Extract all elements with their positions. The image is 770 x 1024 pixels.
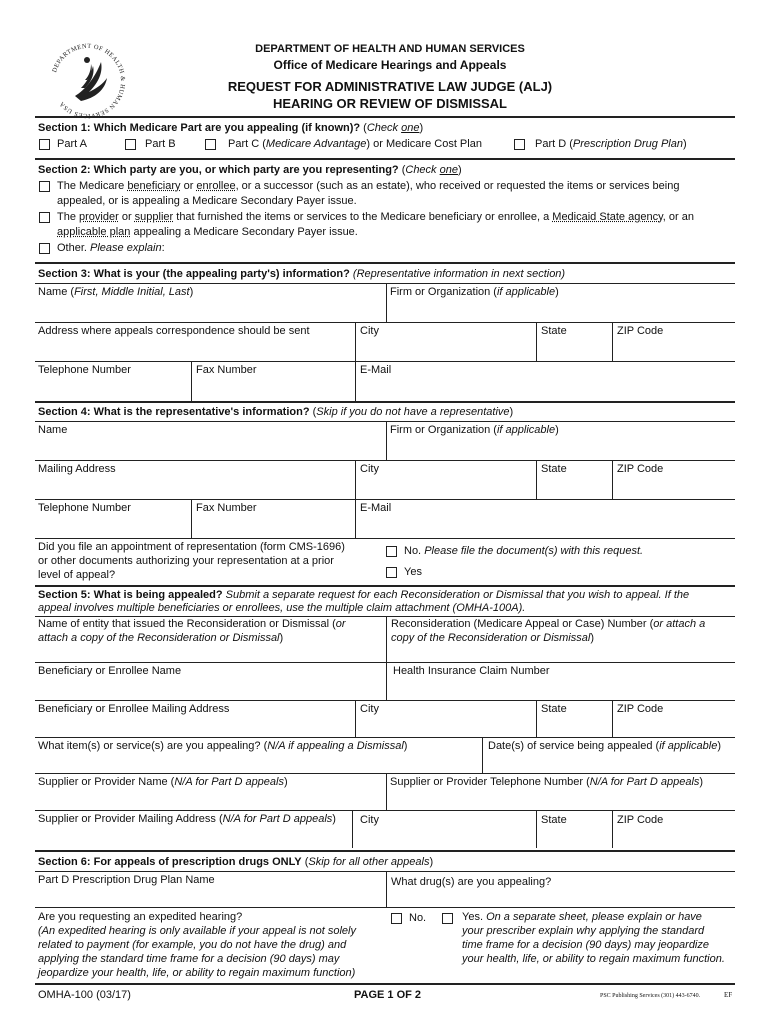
seal-text: DEPARTMENT OF HEALTH & HUMAN SERVICES USA: [51, 42, 127, 120]
s3-rule: [35, 361, 735, 362]
s3-state-field[interactable]: State: [541, 325, 567, 337]
party-other-label: Other. Please explain:: [57, 242, 165, 254]
beneficiary-address-field[interactable]: Beneficiary or Enrollee Mailing Address: [38, 703, 230, 715]
items-appealed-field[interactable]: What item(s) or service(s) are you appealing? (N/A if appealing a Dismissal): [38, 740, 408, 752]
s4-rule: [35, 538, 735, 539]
expedited-note-line1: (An expedited hearing is only available if your appeal is not solely: [38, 925, 356, 937]
expedited-note-line3: applying the standard time frame for a decision (90 days) may: [38, 953, 340, 965]
section4-heading: Section 4: What is the representative's information? (Skip if you do not have a representative): [38, 406, 514, 418]
expedited-no-checkbox[interactable]: [391, 913, 402, 924]
section4-top-rule: [35, 401, 735, 403]
part-a-checkbox[interactable]: [39, 139, 50, 150]
expedited-note-line2: related to payment (for example, you do not have the drug) and: [38, 939, 347, 951]
s3-name-field[interactable]: Name (First, Middle Initial, Last): [38, 286, 194, 298]
s3-city-field[interactable]: City: [360, 325, 379, 337]
section5-top-rule: [35, 585, 735, 587]
section1-heading: Section 1: Which Medicare Part are you appealing (if known)? (Check one): [38, 122, 424, 134]
s3-address-field[interactable]: Address where appeals correspondence should be sent: [38, 325, 310, 337]
appointment-no-checkbox[interactable]: [386, 546, 397, 557]
s5-city-field[interactable]: City: [360, 703, 379, 715]
expedited-yes-checkbox[interactable]: [442, 913, 453, 924]
hhs-seal: [45, 38, 131, 124]
recon-number-field-line2: copy of the Reconsideration or Dismissal): [391, 632, 594, 644]
s5-rule: [35, 773, 735, 774]
s6-rule: [35, 907, 735, 908]
expedited-yes-line3: time frame for a decision (90 days) may jeopardize: [462, 939, 709, 951]
s4-fax-field[interactable]: Fax Number: [196, 502, 257, 514]
beneficiary-name-field[interactable]: Beneficiary or Enrollee Name: [38, 665, 182, 677]
appointment-question-line3: level of appeal?: [38, 569, 116, 581]
s5-rule: [35, 616, 735, 617]
section6-top-rule: [35, 850, 735, 852]
supplier-phone-field[interactable]: Supplier or Provider Telephone Number (N/A for Part D appeals): [390, 776, 704, 788]
party-beneficiary-checkbox[interactable]: [39, 181, 50, 192]
service-dates-field[interactable]: Date(s) of service being appealed (if applicable): [488, 740, 721, 752]
expedited-question: Are you requesting an expedited hearing?: [38, 911, 243, 923]
s5-divider: [386, 773, 387, 811]
recon-number-field[interactable]: Reconsideration (Medicare Appeal or Case) Number (or attach a: [391, 618, 706, 630]
publisher-note: PSC Publishing Services (301) 443-6740.: [600, 993, 701, 999]
s6-divider: [386, 871, 387, 908]
s5-state2-field[interactable]: State: [541, 814, 567, 826]
s4-state-field[interactable]: State: [541, 463, 567, 475]
part-c-checkbox[interactable]: [205, 139, 216, 150]
party-provider-label-line2: applicable plan appealing a Medicare Secondary Payer issue.: [57, 226, 358, 238]
s4-rule: [35, 460, 735, 461]
s5-zip-field[interactable]: ZIP Code: [617, 703, 664, 715]
footer-rule: [35, 983, 735, 985]
section2-heading: Section 2: Which party are you, or which party are you representing? (Check one): [38, 164, 462, 176]
s3-divider: [536, 322, 537, 362]
s5-divider: [386, 616, 387, 701]
part-b-label: Part B: [145, 138, 176, 150]
s3-rule: [35, 322, 735, 323]
part-a-label: Part A: [57, 138, 87, 150]
hicn-field[interactable]: Health Insurance Claim Number: [393, 665, 550, 677]
s5-rule: [35, 737, 735, 738]
s3-zip-field[interactable]: ZIP Code: [617, 325, 664, 337]
part-b-checkbox[interactable]: [125, 139, 136, 150]
drugs-field[interactable]: What drug(s) are you appealing?: [391, 876, 552, 888]
s4-rule: [35, 421, 735, 422]
appointment-question-line1: Did you file an appointment of representation (form CMS-1696): [38, 541, 345, 553]
s4-divider: [536, 460, 537, 499]
part-d-checkbox[interactable]: [514, 139, 525, 150]
party-provider-checkbox[interactable]: [39, 212, 50, 223]
s3-divider: [355, 361, 356, 401]
s4-name-field[interactable]: Name: [38, 424, 68, 436]
party-other-checkbox[interactable]: [39, 243, 50, 254]
page-number: PAGE 1 OF 2: [354, 989, 422, 1001]
s4-address-field[interactable]: Mailing Address: [38, 463, 116, 475]
part-c-label: Part C (Medicare Advantage) or Medicare Cost Plan: [228, 138, 482, 150]
s5-divider: [352, 810, 353, 848]
s4-email-field[interactable]: E-Mail: [360, 502, 392, 514]
s5-zip2-field[interactable]: ZIP Code: [617, 814, 664, 826]
s5-rule: [35, 662, 735, 663]
expedited-yes-label: Yes. On a separate sheet, please explain or have: [462, 911, 702, 923]
office-name: Office of Medicare Hearings and Appeals: [273, 58, 507, 72]
expedited-no-label: No.: [409, 912, 427, 924]
s4-divider: [191, 499, 192, 538]
s5-divider: [536, 700, 537, 738]
s5-divider: [612, 810, 613, 848]
appointment-yes-label: Yes: [404, 566, 422, 578]
expedited-yes-line2: your prescriber explain why applying the standard: [462, 925, 705, 937]
s5-divider: [355, 700, 356, 738]
party-provider-label: The provider or supplier that furnished the items or services to the Medicare beneficiary or enrollee, a Medicaid State agency, or an: [57, 211, 694, 223]
form-title-line1: REQUEST FOR ADMINISTRATIVE LAW JUDGE (ALJ): [227, 79, 553, 94]
supplier-address-field[interactable]: Supplier or Provider Mailing Address (N/A for Part D appeals): [38, 813, 336, 825]
section3-heading: Section 3: What is your (the appealing party's) information? (Representative information in next section): [38, 268, 566, 280]
s4-firm-field[interactable]: Firm or Organization (if applicable): [390, 424, 559, 436]
s5-rule: [35, 810, 735, 811]
expedited-yes-line4: your health, life, or ability to regain maximum function.: [462, 953, 725, 965]
s4-phone-field[interactable]: Telephone Number: [38, 502, 131, 514]
section6-heading: Section 6: For appeals of prescription drugs ONLY (Skip for all other appeals): [38, 856, 434, 868]
s5-rule: [35, 700, 735, 701]
party-beneficiary-label-line2: appealed, or is appealing a Medicare Secondary Payer issue.: [57, 195, 357, 207]
s3-fax-field[interactable]: Fax Number: [196, 364, 257, 376]
section1-top-rule: [35, 116, 735, 118]
form-title-line2: HEARING OR REVIEW OF DISMISSAL: [272, 96, 507, 111]
part-d-label: Part D (Prescription Drug Plan): [535, 138, 687, 150]
s3-divider: [355, 322, 356, 362]
s3-email-field[interactable]: E-Mail: [360, 364, 392, 376]
s3-divider: [191, 361, 192, 401]
section5-heading: Section 5: What is being appealed? Submit a separate request for each Reconsideration or Dismissal that you wish to appeal. If the: [38, 589, 690, 601]
s3-divider: [386, 283, 387, 323]
s3-phone-field[interactable]: Telephone Number: [38, 364, 131, 376]
appointment-question-line2: or other documents authorizing your representation at a prior: [38, 555, 334, 567]
entity-field[interactable]: Name of entity that issued the Reconsideration or Dismissal (or: [38, 618, 346, 630]
s5-divider: [536, 810, 537, 848]
expedited-note-line4: jeopardize your health, life, or ability to regain maximum function): [38, 967, 356, 979]
s4-divider: [612, 460, 613, 499]
s4-zip-field[interactable]: ZIP Code: [617, 463, 664, 475]
s6-rule: [35, 871, 735, 872]
s3-divider: [612, 322, 613, 362]
supplier-name-field[interactable]: Supplier or Provider Name (N/A for Part D appeals): [38, 776, 288, 788]
s5-divider: [482, 737, 483, 774]
s5-state-field[interactable]: State: [541, 703, 567, 715]
s5-city2-field[interactable]: City: [360, 814, 379, 826]
section3-top-rule: [35, 262, 735, 264]
s4-divider: [355, 460, 356, 499]
s4-divider: [386, 421, 387, 460]
section5-note-line2: appeal involves multiple beneficiaries or enrollees, use the multiple claim attachment (OMHA-100A).: [38, 602, 526, 614]
section2-top-rule: [35, 158, 735, 160]
ef-mark: EF: [724, 991, 733, 999]
entity-field-line2: attach a copy of the Reconsideration or Dismissal): [38, 632, 284, 644]
dept-name: DEPARTMENT OF HEALTH AND HUMAN SERVICES: [255, 43, 525, 55]
s4-city-field[interactable]: City: [360, 463, 379, 475]
drug-plan-field[interactable]: Part D Prescription Drug Plan Name: [38, 874, 215, 886]
form-id: OMHA-100 (03/17): [38, 989, 131, 1001]
s4-rule: [35, 499, 735, 500]
s3-rule: [35, 283, 735, 284]
appointment-no-label: No. Please file the document(s) with this request.: [404, 545, 644, 557]
s5-divider: [612, 700, 613, 738]
s3-firm-field[interactable]: Firm or Organization (if applicable): [390, 286, 559, 298]
party-beneficiary-label: The Medicare beneficiary or enrollee, or a successor (such as an estate), who received or requested the items or services being: [57, 180, 680, 192]
s4-divider: [355, 499, 356, 538]
appointment-yes-checkbox[interactable]: [386, 567, 397, 578]
